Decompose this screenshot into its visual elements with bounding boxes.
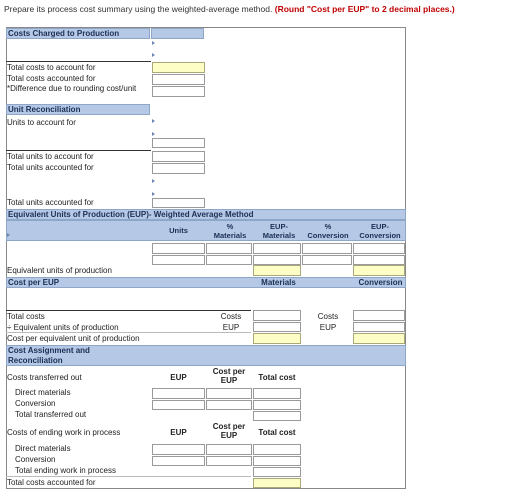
total-ending-wip-input[interactable] (253, 467, 301, 477)
transferred-total-cost-label: Total cost (258, 373, 296, 382)
ending-wip-label: Costs of ending work in process (7, 428, 121, 437)
rounding-note: (Round "Cost per EUP" to 2 decimal places.) (274, 4, 455, 14)
ending-total-cost-label: Total cost (258, 428, 296, 437)
ending-direct-materials-label: Direct materials (15, 444, 71, 453)
transferred-dm-total-input[interactable] (253, 388, 301, 399)
eup-pct-conversion-input-2[interactable] (302, 255, 352, 265)
dropdown-arrow-icon (152, 41, 155, 45)
ending-eup-label: EUP (170, 428, 187, 437)
ending-conv-total-input[interactable] (253, 456, 301, 466)
divide-eup-conversion-input[interactable] (353, 322, 405, 332)
eup-pct-materials-input[interactable] (206, 243, 252, 254)
eup-conversion-total-input[interactable] (353, 265, 405, 276)
difference-rounding-label: *Difference due to rounding cost/unit (7, 84, 137, 93)
total-costs-accounted-label: Total costs accounted for (7, 74, 96, 83)
transferred-eup-label: EUP (170, 373, 187, 382)
transferred-conv-total-input[interactable] (253, 400, 301, 410)
costs-label-conversion: Costs (317, 312, 339, 321)
total-costs-materials-input[interactable] (253, 310, 301, 321)
ending-conversion-label: Conversion (15, 455, 56, 464)
units-to-account-label: Units to account for (7, 118, 76, 127)
eup-label-materials: EUP (222, 323, 240, 332)
divide-eup-label: ÷ Equivalent units of production (7, 323, 119, 332)
transferred-direct-materials-label: Direct materials (15, 388, 71, 397)
divide-eup-materials-input[interactable] (253, 322, 301, 332)
dropdown-arrow-icon (152, 53, 155, 57)
col-eup-conversion: EUP- Conversion (359, 222, 401, 240)
costs-charged-header: Costs Charged to Production (6, 28, 150, 39)
units-accounted-label: Total units accounted for (7, 198, 94, 207)
dropdown-arrow-icon (7, 233, 10, 237)
total-units-to-account-label: Total units to account for (7, 152, 94, 161)
total-transferred-input[interactable] (253, 411, 301, 421)
total-costs-accounted-bottom-label: Total costs accounted for (7, 478, 96, 487)
total-costs-to-account-input[interactable] (152, 62, 205, 73)
ending-dm-total-input[interactable] (253, 444, 301, 455)
total-costs-to-account-label: Total costs to account for (7, 63, 96, 72)
ending-cost-per-eup-label: Cost per EUP (212, 422, 246, 440)
total-costs-conversion-input[interactable] (353, 310, 405, 321)
difference-rounding-input[interactable] (152, 86, 205, 97)
cost-per-unit-materials-input[interactable] (253, 333, 301, 344)
total-costs-accounted-input[interactable] (152, 74, 205, 85)
ending-dm-cost-input[interactable] (206, 444, 252, 455)
dropdown-arrow-icon (152, 179, 155, 183)
eup-materials-total-input[interactable] (253, 265, 301, 276)
transferred-conversion-label: Conversion (15, 399, 56, 408)
cost-per-eup-header: Cost per EUP (6, 277, 406, 288)
dropdown-arrow-icon (152, 119, 155, 123)
total-transferred-label: Total transferred out (15, 410, 87, 419)
transferred-out-label: Costs transferred out (7, 373, 82, 382)
eup-units-input-2[interactable] (152, 255, 205, 265)
col-units: Units (169, 226, 188, 235)
total-units-accounted-input[interactable] (152, 163, 205, 174)
transferred-conv-eup-input[interactable] (152, 400, 205, 410)
eup-conversion-input-2[interactable] (353, 255, 405, 265)
cost-per-eup-conversion: Conversion (358, 278, 403, 287)
transferred-dm-cost-input[interactable] (206, 388, 252, 399)
dropdown-arrow-icon (152, 192, 155, 196)
dropdown-arrow-icon (152, 132, 155, 136)
total-costs-accounted-bottom-input[interactable] (253, 478, 301, 488)
eup-materials-input[interactable] (253, 243, 301, 254)
transferred-cost-per-eup-label: Cost per EUP (212, 367, 246, 385)
eup-header: Equivalent Units of Production (EUP)- Weighted Average Method (6, 209, 406, 220)
units-accounted-input[interactable] (152, 198, 205, 208)
units-input-1[interactable] (152, 138, 205, 148)
costs-label-materials: Costs (220, 312, 242, 321)
row-divider (6, 310, 251, 311)
instruction-main: Prepare its process cost summary using the weighted-average method. (4, 4, 273, 14)
total-ending-wip-label: Total ending work in process (15, 466, 116, 475)
row-divider (6, 476, 251, 477)
eup-units-input[interactable] (152, 243, 205, 254)
ending-conv-cost-input[interactable] (206, 456, 252, 466)
row-divider (6, 61, 151, 62)
cost-per-unit-conversion-input[interactable] (353, 333, 405, 344)
col-eup-materials: EUP- Materials (262, 222, 296, 240)
cost-assignment-header: Cost Assignment and Reconciliation (6, 345, 406, 366)
col-pct-conversion: % Conversion (307, 222, 349, 240)
eup-materials-input-2[interactable] (253, 255, 301, 265)
costs-charged-band-2 (151, 28, 204, 39)
eup-pct-materials-input-2[interactable] (206, 255, 252, 265)
transferred-dm-eup-input[interactable] (152, 388, 205, 399)
total-units-to-account-input[interactable] (152, 151, 205, 162)
eup-label-conversion: EUP (319, 323, 337, 332)
col-pct-materials: % Materials (213, 222, 247, 240)
total-units-accounted-label: Total units accounted for (7, 163, 94, 172)
unit-reconciliation-header: Unit Reconciliation (6, 104, 150, 115)
total-costs-label: Total costs (7, 312, 45, 321)
eup-pct-conversion-input[interactable] (302, 243, 352, 254)
ending-conv-eup-input[interactable] (152, 456, 205, 466)
ending-dm-eup-input[interactable] (152, 444, 205, 455)
row-divider (6, 150, 151, 151)
eup-conversion-input[interactable] (353, 243, 405, 254)
instruction-text (4, 4, 455, 14)
equivalent-units-label: Equivalent units of production (7, 266, 112, 275)
transferred-conv-cost-input[interactable] (206, 400, 252, 410)
cost-per-unit-label: Cost per equivalent unit of production (7, 334, 140, 343)
cost-per-eup-materials: Materials (261, 278, 296, 287)
row-divider (6, 332, 251, 333)
